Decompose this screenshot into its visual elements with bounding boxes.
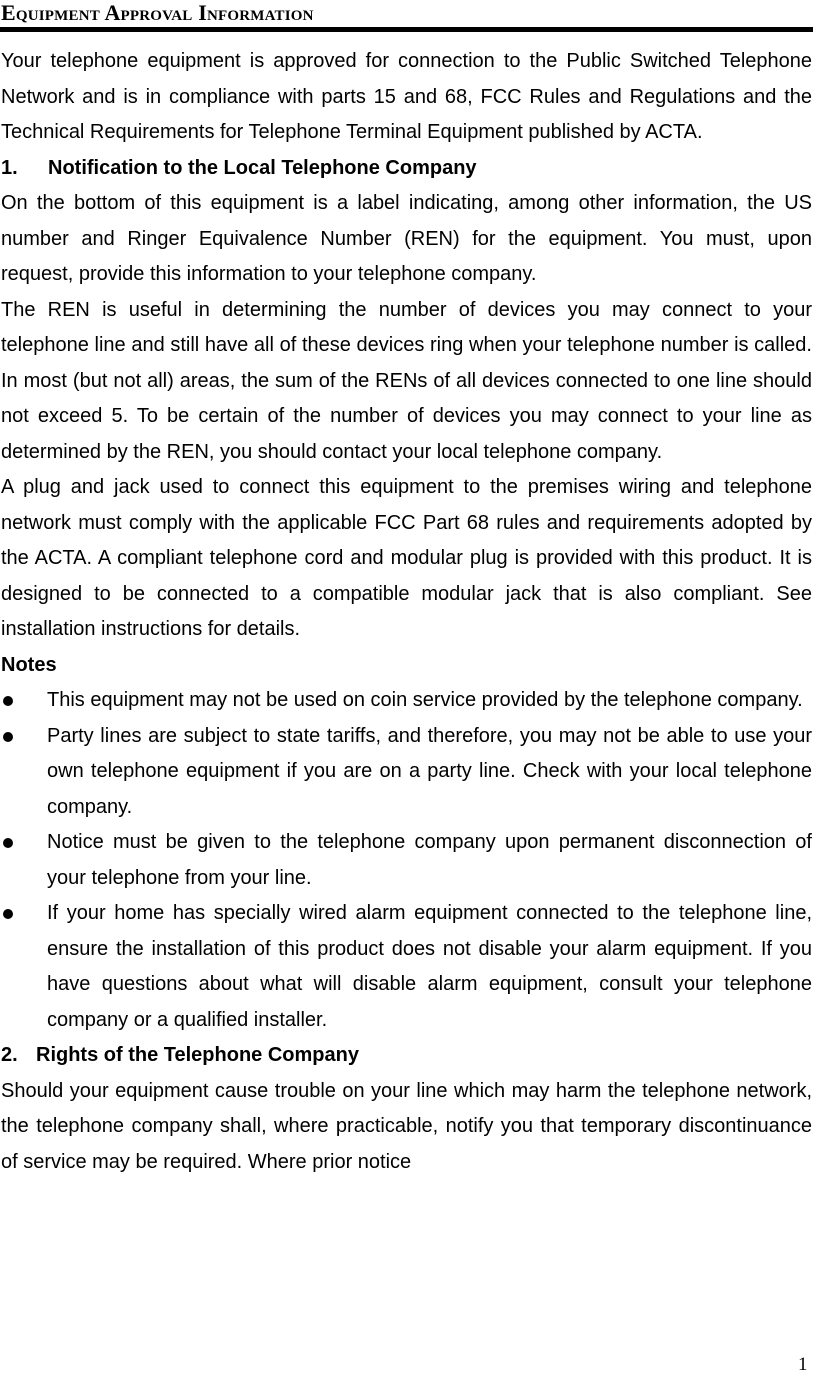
document-body [1,44,812,1180]
section-1-paragraph: The REN is useful in determining the number of devices you may connect to your telephone line and still have all of these devices ring when your telephone number is called. In most (but not all) areas, the sum of the RENs of all devices connected to one line should not exceed 5. To be certain of the number of devices you may connect to your line as determined by the REN, you should contact your local telephone company. [1,298,812,463]
section-2-number: 2. [1,1044,18,1066]
notes-heading: Notes [1,653,57,676]
bullet-icon [3,696,13,706]
note-text: Notice must be given to the telephone company upon permanent disconnection of your telephone from your line. [47,831,812,889]
list-item [1,683,812,719]
section-2-heading [1,1038,812,1074]
title-rule [0,27,813,32]
bullet-icon [3,909,13,919]
note-text: Party lines are subject to state tariffs, and therefore, you may not be able to use your own telephone equipment if you are on a party line. Check with your local telephone company. [47,724,812,818]
list-item [1,896,812,1038]
page-number: 1 [798,1354,808,1375]
notes-list [1,683,812,1038]
bullet-icon [3,732,13,742]
page-title: Equipment Approval Information [1,0,314,25]
section-2-paragraph: Should your equipment cause trouble on your line which may harm the telephone network, the telephone company shall, where practicable, notify you that temporary discontinuance of service may be required. Where prior notice [1,1079,812,1173]
list-item [1,825,812,896]
section-1-title: Notification to the Local Telephone Company [48,156,477,179]
note-text: If your home has specially wired alarm equipment connected to the telephone line, ensure the installation of this product does not disable your alarm equipment. If you have questions about what will disable alarm equipment, consult your telephone company or a qualified installer. [47,902,812,1031]
section-2-title: Rights of the Telephone Company [36,1044,359,1066]
section-1-paragraph: On the bottom of this equipment is a label indicating, among other information, the US number and Ringer Equivalence Number (REN) for the equipment. You must, upon request, provide this information to your telephone company. [1,192,812,285]
section-1-paragraph: A plug and jack used to connect this equipment to the premises wiring and telephone network must comply with the applicable FCC Part 68 rules and requirements adopted by the ACTA. A compliant telephone cord and modular plug is provided with this product. It is designed to be connected to a compatible modular jack that is also compliant. See installation instructions for details. [1,476,812,640]
note-text: This equipment may not be used on coin service provided by the telephone company. [47,689,803,711]
bullet-icon [3,838,13,848]
intro-paragraph: Your telephone equipment is approved for connection to the Public Switched Telephone Network and is in compliance with parts 15 and 68, FCC Rules and Regulations and the Technical Requirements for Telephone Terminal Equipment published by ACTA. [1,50,812,143]
section-1-number: 1. [1,156,18,179]
section-1-heading [1,151,812,187]
list-item [1,719,812,826]
